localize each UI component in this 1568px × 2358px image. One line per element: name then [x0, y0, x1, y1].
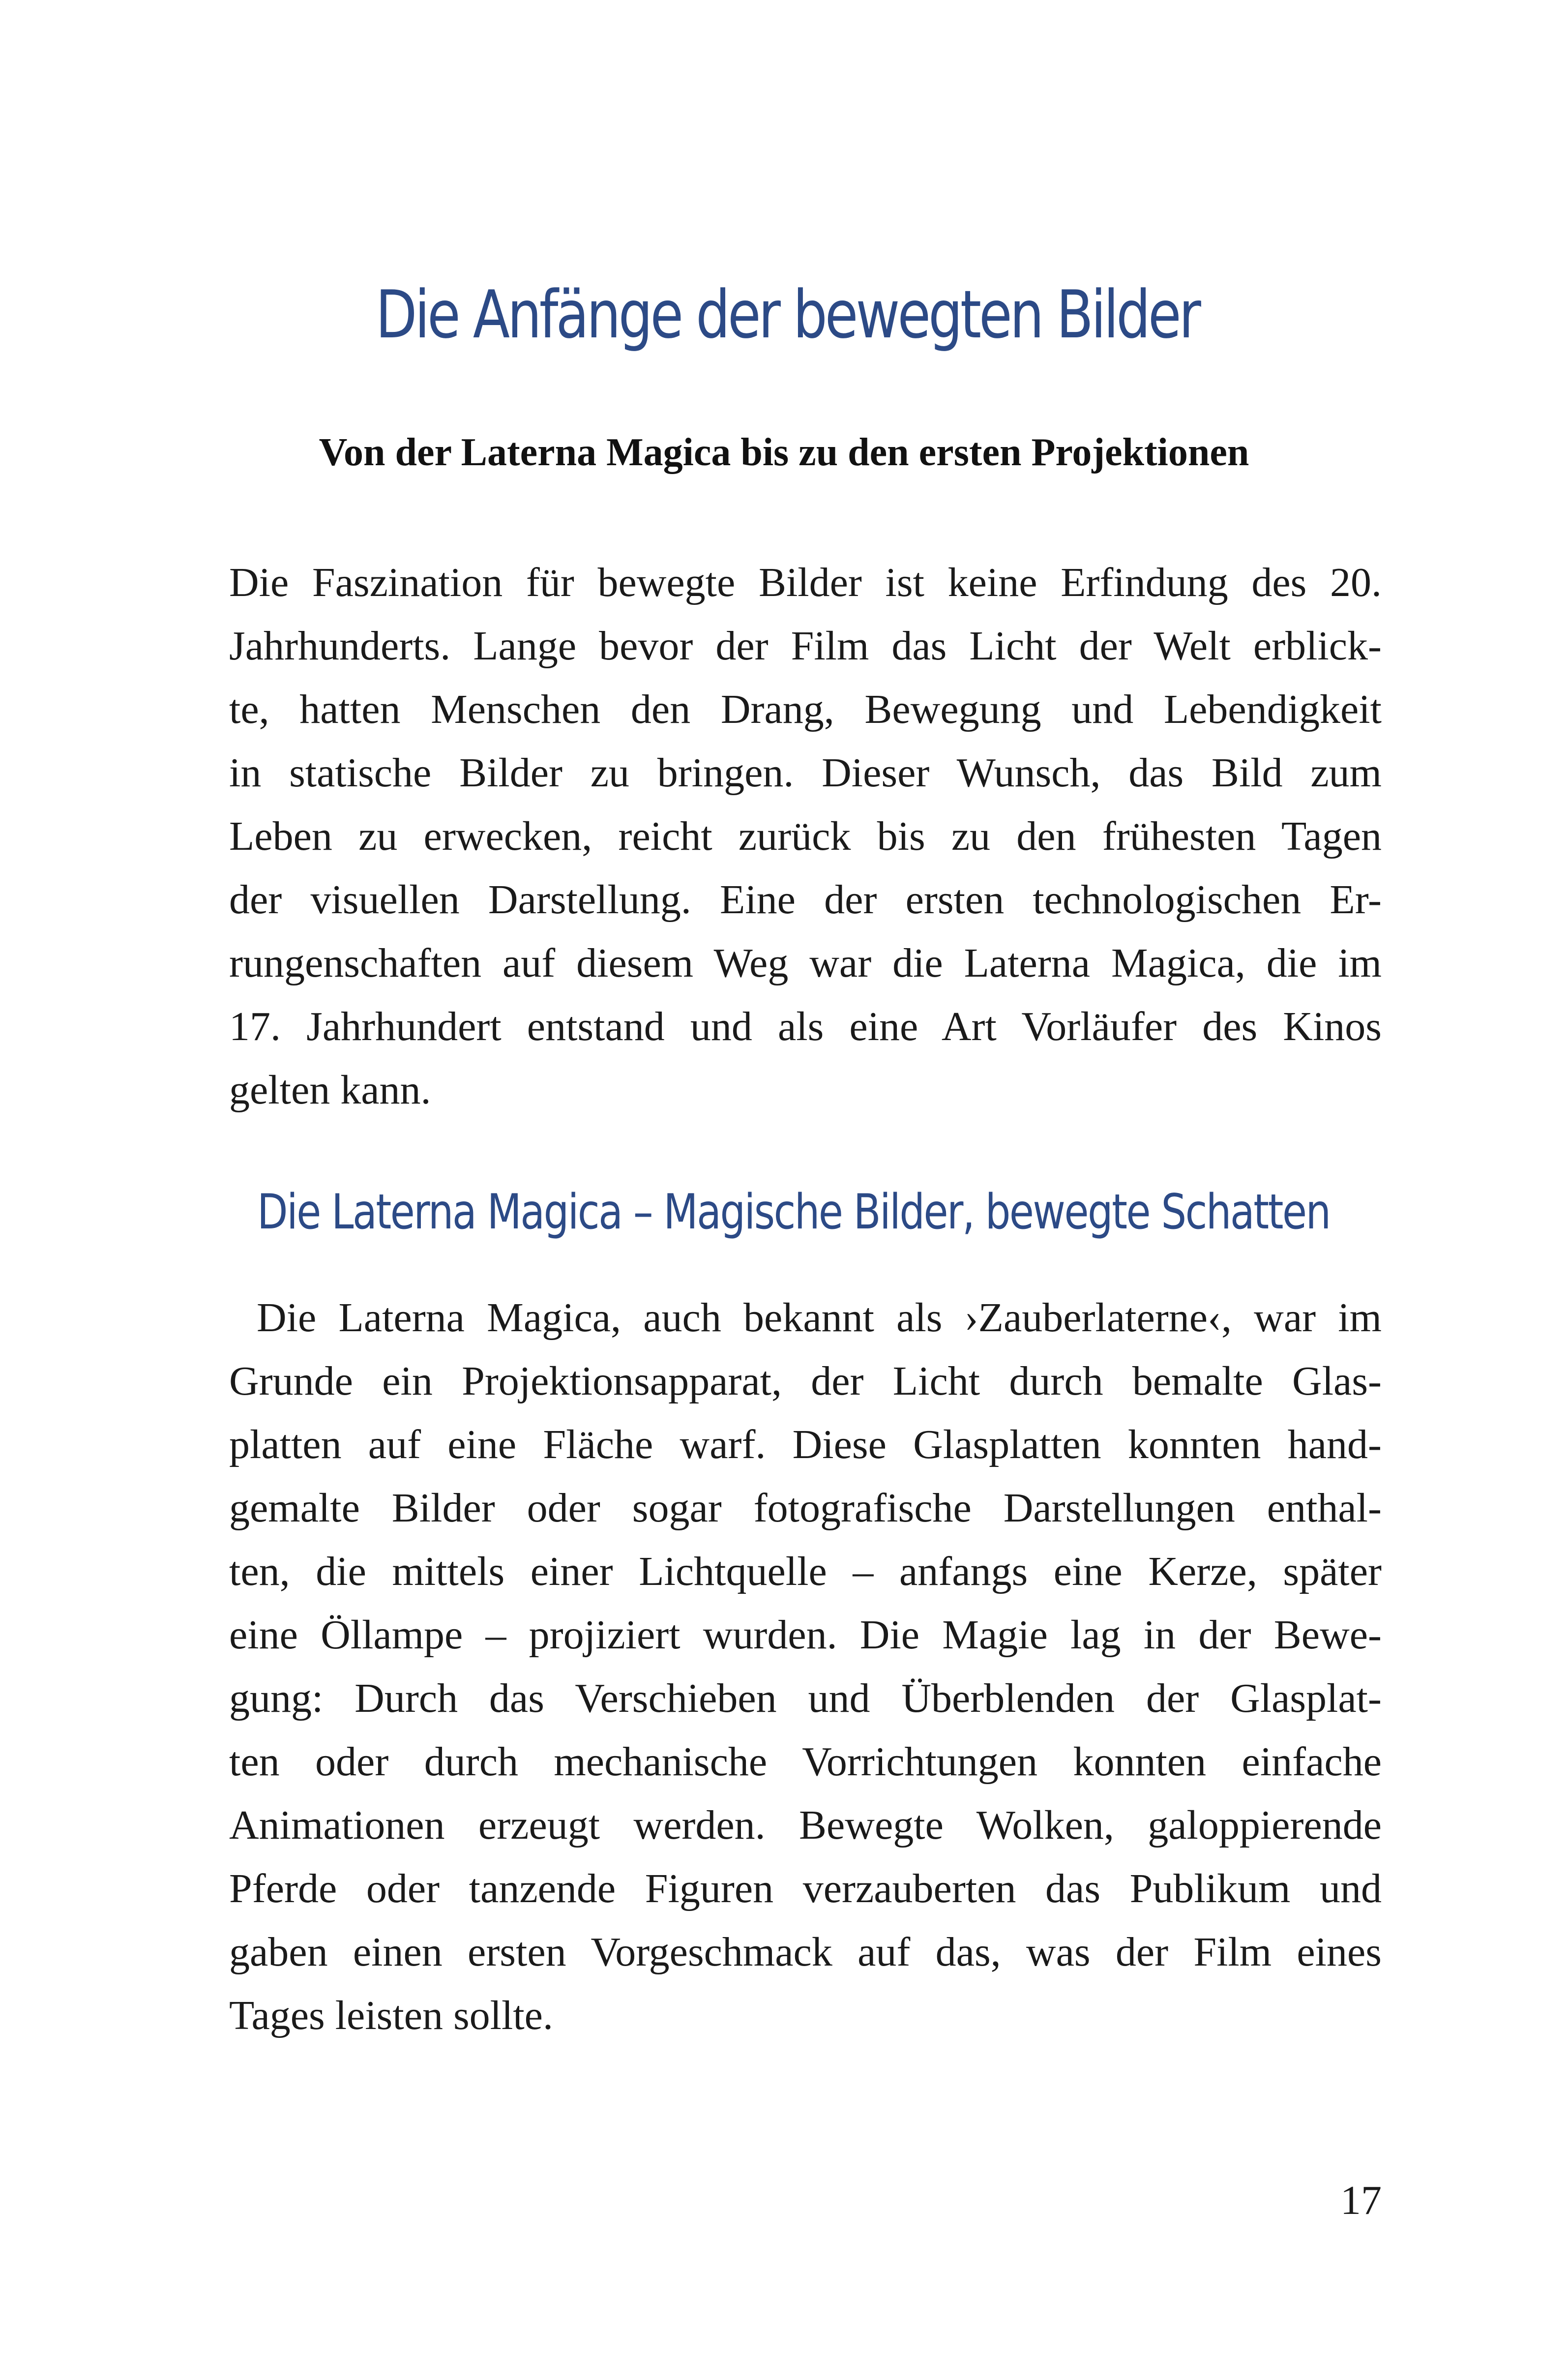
text-line: der visuellen Darstellung. Eine der ersten technologischen Er- [229, 877, 1382, 923]
text-line: Animationen erzeugt werden. Bewegte Wolken, galoppierende [229, 1802, 1382, 1848]
paragraph-laterna-magica [229, 1286, 1382, 2047]
page-number: 17 [1340, 2178, 1382, 2223]
text-line: Leben zu erwecken, reicht zurück bis zu den frühesten Tagen [229, 813, 1382, 859]
text-line: ten oder durch mechanische Vorrichtungen konnten einfache [229, 1739, 1382, 1785]
text-line: platten auf eine Fläche warf. Diese Glasplatten konnten hand- [229, 1422, 1382, 1467]
chapter-subtitle: Von der Laterna Magica bis zu den ersten Projektionen [319, 431, 1249, 474]
text-line: gung: Durch das Verschieben und Überblenden der Glasplat- [229, 1675, 1382, 1721]
text-line: Tages leisten sollte. [229, 1993, 553, 2038]
text-line: gaben einen ersten Vorgeschmack auf das, was der Film eines [229, 1929, 1382, 1975]
text-line: Jahrhunderts. Lange bevor der Film das Licht der Welt erblick- [229, 623, 1382, 669]
text-line: Die Laterna Magica, auch bekannt als ›Zauberlaterne‹, war im [257, 1295, 1382, 1341]
text-line: rungenschaften auf diesem Weg war die Laterna Magica, die im [229, 940, 1382, 986]
chapter-title: Die Anfänge der bewegten Bilder [375, 276, 1199, 353]
text-line: Die Faszination für bewegte Bilder ist keine Erfindung des 20. [229, 560, 1382, 605]
text-line: in statische Bilder zu bringen. Dieser Wunsch, das Bild zum [229, 750, 1382, 796]
section-heading: Die Laterna Magica – Magische Bilder, bewegte Schatten [257, 1184, 1330, 1240]
text-line: 17. Jahrhundert entstand und als eine Art Vorläufer des Kinos [229, 1004, 1382, 1049]
text-line: eine Öllampe – projiziert wurden. Die Magie lag in der Bewe- [229, 1612, 1382, 1658]
paragraph-intro [229, 551, 1382, 1122]
text-line: te, hatten Menschen den Drang, Bewegung und Lebendigkeit [229, 687, 1382, 732]
text-line: gemalte Bilder oder sogar fotografische Darstellungen enthal- [229, 1485, 1382, 1531]
text-line: gelten kann. [229, 1067, 431, 1113]
text-line: ten, die mittels einer Lichtquelle – anfangs eine Kerze, später [229, 1549, 1382, 1594]
text-line: Pferde oder tanzende Figuren verzauberten das Publikum und [229, 1866, 1382, 1911]
text-line: Grunde ein Projektionsapparat, der Licht durch bemalte Glas- [229, 1358, 1382, 1404]
